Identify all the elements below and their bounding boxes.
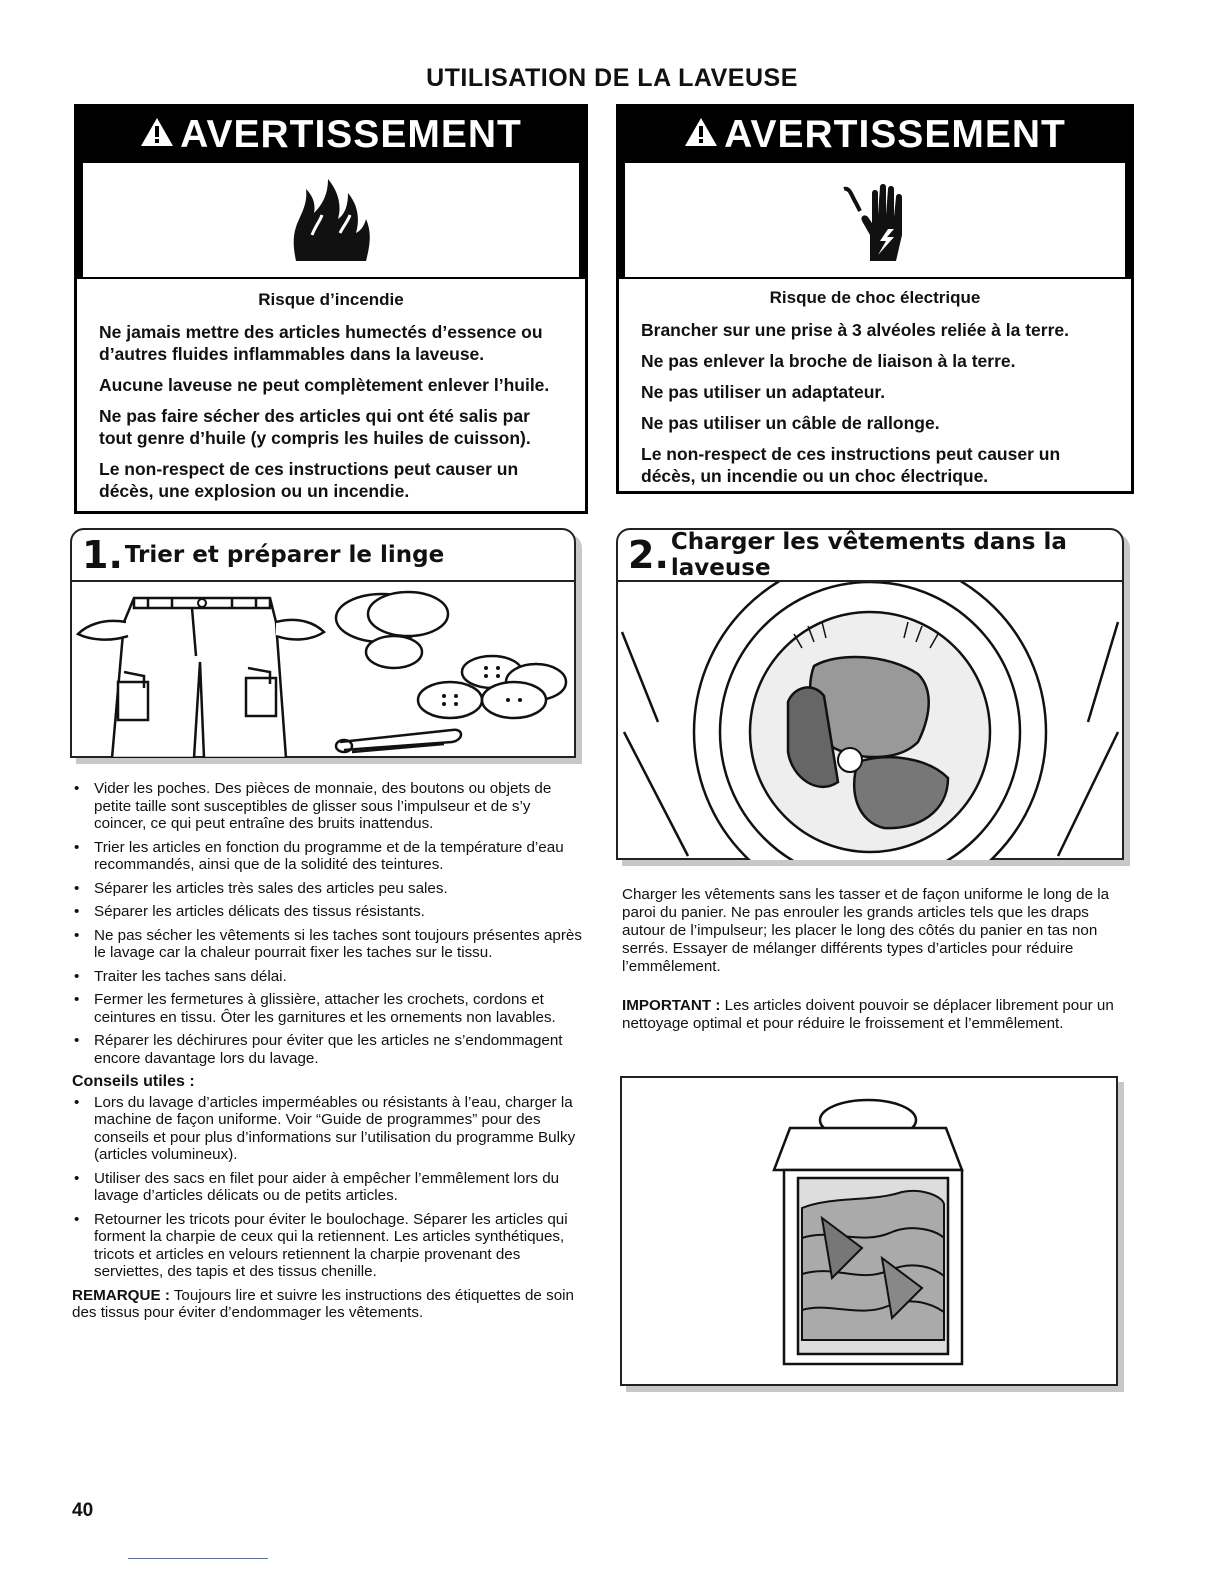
tips-heading: Conseils utiles : [72,1073,195,1090]
loaded-washer-box [620,1076,1118,1386]
risk-label: Risque de choc électrique [769,288,981,307]
list-item: • Fermer les fermetures à glissière, attacher les crochets, cordons et ceintures en tissu. Ôter les garnitures et les ornements non lavables. [72,991,582,1026]
step1-bullet-list [72,780,582,1067]
warning-line: Le non-respect de ces instructions peut causer un décès, une explosion ou un incendie. [99,459,519,501]
list-item: • Trier les articles en fonction du programme et de la température d’eau recommandés, ainsi que de la solidité des teintures. [72,839,582,874]
step2-title [618,530,1122,582]
note-paragraph [72,1287,582,1322]
page-number: 40 [72,1500,94,1521]
list-item: • Utiliser des sacs en filet pour aider à empêcher l’emmêlement lors du lavage d’articles délicats ou de petits articles. [72,1170,582,1205]
list-item: • Lors du lavage d’articles imperméables ou résistants à l’eau, charger la machine de façon uniforme. Voir “Guide de programmes” pour des conseils et pour plus d’informations sur l’utilisation du programme Bulky (articles volumineux). [72,1094,582,1164]
list-item: • Ne pas sécher les vêtements si les taches sont toujours présentes après le lavage car la chaleur pourrait fixer les taches sur le tissu. [72,927,582,962]
warning-header [77,107,585,163]
step2-number: 2. [628,533,669,577]
note-label: REMARQUE : [72,1286,170,1304]
warning-header-label: AVERTISSEMENT [180,113,522,156]
fire-icon [286,175,376,265]
step2-title-label: Charger les vêtements dans la laveuse [670,529,1067,581]
risk-label: Risque d’incendie [258,290,404,309]
electric-warning-body [619,279,1131,506]
tips-list [72,1094,582,1281]
important-paragraph [622,997,1134,1033]
warning-line: Ne pas utiliser un adaptateur. [641,382,886,402]
warning-line: Le non-respect de ces instructions peut causer un décès, un incendie ou un choc électrique. [641,444,1061,486]
electric-warning-box [616,104,1134,494]
step2-box [616,528,1124,860]
warning-line: Ne jamais mettre des articles humectés d’essence ou d’autres fluides inflammables dans la laveuse. [99,322,543,364]
warning-line: Ne pas enlever la broche de liaison à la terre. [641,351,1016,371]
step1-title-label: Trier et préparer le linge [124,542,445,568]
warning-line: Ne pas utiliser un câble de rallonge. [641,413,940,433]
fire-warning-box [74,104,588,514]
important-text: Les articles doivent pouvoir se déplacer librement pour un nettoyage optimal et pour réduire le froissement et l’emmêlement. [622,997,1114,1032]
pants-pockets-illustration [72,582,574,758]
step1-number: 1. [82,533,123,577]
fire-icon-area [77,163,585,279]
warning-line: Ne pas faire sécher des articles qui ont été salis par tout genre d’huile (y compris les huiles de cuisson). [99,406,531,448]
list-item: • Séparer les articles très sales des articles peu sales. [72,880,582,898]
note-text: Toujours lire et suivre les instructions des étiquettes de soin des tissus pour éviter d’endommager les vêtements. [72,1286,574,1321]
warning-triangle-icon [684,113,718,157]
warning-header-label: AVERTISSEMENT [724,113,1066,156]
fire-warning-body [77,279,585,521]
list-item: • Réparer les déchirures pour éviter que les articles ne s’endommagent encore davantage lors du lavage. [72,1032,582,1067]
list-item: • Retourner les tricots pour éviter le boulochage. Séparer les articles qui forment la charpie de ceux qui la retiennent. Les articles synthétiques, tricots et articles en velours retiennent la charpie provenant des serviettes, des tapis et des tissus chenille. [72,1211,582,1281]
electric-icon-area [619,163,1131,279]
list-item: • Traiter les taches sans délai. [72,968,582,986]
step2-illustration [618,582,1122,865]
list-item: • Séparer les articles délicats des tissus résistants. [72,903,582,921]
step1-illustration [72,582,574,763]
electric-shock-icon [830,175,920,265]
warning-triangle-icon [140,113,174,157]
step1-title [72,530,574,582]
step2-instructions [622,886,1134,1033]
step1-box [70,528,576,758]
warning-header [619,107,1131,163]
warning-line: Aucune laveuse ne peut complètement enlever l’huile. [99,375,550,395]
step1-instructions [72,780,582,1322]
washer-drum-illustration [618,582,1122,860]
loaded-washer-illustration [622,1078,1116,1384]
list-item: • Vider les poches. Des pièces de monnaie, des boutons ou objets de petite taille sont susceptibles de glisser sous l’impulseur et de s’y coincer, ce qui peut entraîne des bruits inattendus. [72,780,582,833]
warning-line: Brancher sur une prise à 3 alvéoles reliée à la terre. [641,320,1070,340]
step2-paragraph: Charger les vêtements sans les tasser et de façon uniforme le long de la paroi du panier. Ne pas enrouler les grands articles tels que les draps autour de l’impulseur; les placer le long des côtés du panier en tas non serrés. Essayer de mélanger différents types d’articles pour réduire l’emmêlement. [622,886,1110,975]
footer-rule [128,1558,268,1559]
important-label: IMPORTANT : [622,997,721,1014]
page-title: UTILISATION DE LA LAVEUSE [426,64,798,92]
